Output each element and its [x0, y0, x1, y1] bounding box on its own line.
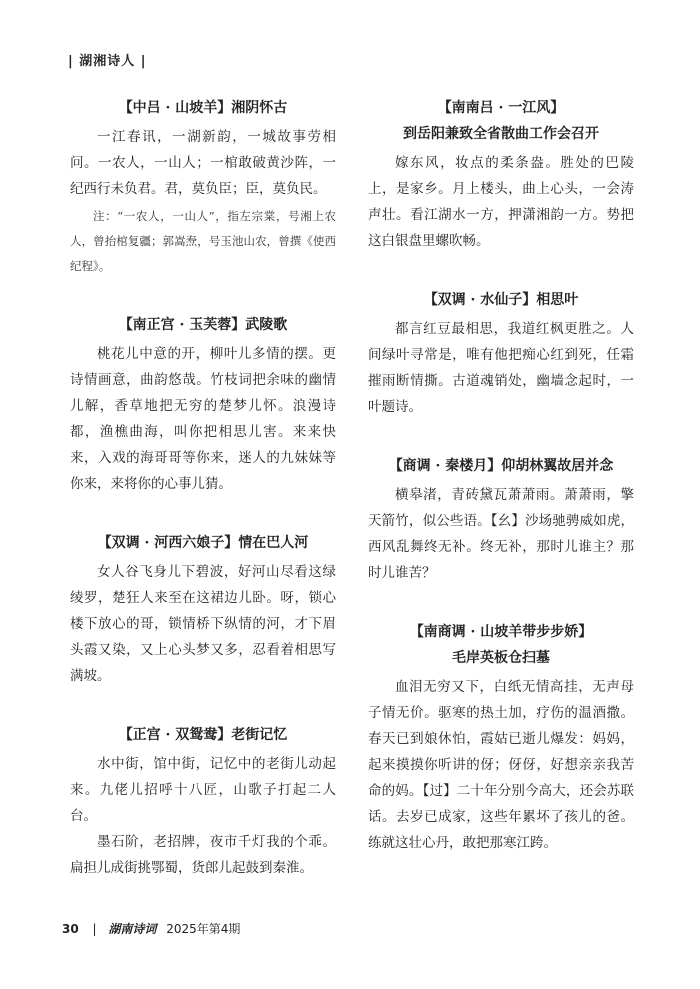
- poem-block: [70, 533, 336, 689]
- section-header: | 湖湘诗人 |: [68, 54, 147, 69]
- poem-block: [70, 315, 336, 497]
- poem-note: 注：“一农人，一山人”，指左宗棠，号湘上农人，曾抬棺复疆；郭嵩焘，号玉池山农，曾撰《使西纪程》。: [70, 209, 336, 273]
- poem-title: 【双调 · 河西六娘子】情在巴人河: [97, 535, 309, 551]
- poem-title: 【中吕 · 山坡羊】湘阴怀古: [118, 100, 288, 116]
- poem-body: 一江春讯，一湖新韵，一城故事劳相问。一农人，一山人；一棺敢破黄沙阵，一纪西行未负君。君，莫负臣；臣，莫负民。: [70, 129, 336, 197]
- poem-title: 【双调 · 水仙子】相思叶: [423, 292, 579, 308]
- poem-subtitle: 到岳阳兼致全省散曲工作会召开: [403, 126, 599, 142]
- poem-title: 【南南吕 · 一江风】: [437, 100, 565, 116]
- poem-body: 水中街，馆中街，记忆中的老街儿动起来。九佬儿招呼十八匠，山歌子打起二人台。: [70, 756, 336, 824]
- poem-title: 【南正宫 · 玉芙蓉】武陵歌: [118, 317, 288, 333]
- poem-body: 女人谷飞身儿下碧波，好河山尽看这绿绫罗，楚狂人来至在这裙边儿卧。呀，锁心楼下放心的哥，锁情桥下纵情的河，才下眉头霞又染，又上心头梦又多，忍看着相思写满坡。: [70, 564, 336, 684]
- poem-block: [70, 98, 336, 279]
- poem-block: [368, 456, 634, 586]
- issue-label: 2025年第4期: [166, 922, 241, 936]
- poem-block: [70, 725, 336, 881]
- poem-body: 横皋渚，青砖黛瓦萧萧雨。萧萧雨，擎天箭竹，似公些语。【幺】沙场驰骋威如虎，西风乱舞终无补。终无补，那时儿谁主？那时儿谁苦？: [368, 487, 634, 581]
- poem-title: 【正宫 · 双鸳鸯】老街记忆: [118, 727, 288, 743]
- poem-subtitle: 毛岸英板仓扫墓: [452, 650, 550, 666]
- footer-divider: |: [92, 922, 97, 936]
- poem-body: 桃花儿中意的开，柳叶儿多情的摆。更诗情画意，曲韵悠哉。竹枝词把余味的幽情儿解，香草地把无穷的楚梦儿怀。浪漫诗都，渔樵曲海，叫你把相思儿害。来来快来，入戏的海哥哥等你来，迷人的九妹妹等你来，来将你的心事儿猜。: [70, 346, 336, 492]
- poem-body: 墨石阶，老招牌，夜市千灯我的个乖。扁担儿成街挑鄂蜀，货郎儿起鼓到秦淮。: [70, 834, 336, 876]
- poem-body: 都言红豆最相思，我道红枫更胜之。人间绿叶寻常是，唯有他把痴心红到死，任霜摧雨断情撕。古道魂销处，幽墙念起时，一叶题诗。: [368, 321, 634, 415]
- poem-block: [368, 622, 634, 856]
- poem-body: 血泪无穷又下，白纸无情高挂，无声母子情无价。驱寒的热土加，疗伤的温酒撒。春天已到娘休怕，霞姑已逝儿爆发：妈妈，起来摸摸你听讲的伢；伢伢，好想亲亲我苦命的妈。【过】二十年分别今高大，还会苏联话。去岁已成家，这些年累坏了孩儿的爸。练就这壮心丹，敢把那寒江跨。: [368, 679, 634, 851]
- page-footer: [62, 920, 240, 937]
- poem-block: [368, 290, 634, 420]
- left-column: [70, 92, 336, 881]
- poem-block: [368, 98, 634, 254]
- right-column: [368, 92, 634, 856]
- poem-body: 嫁东风，妆点的柔条盎。胜处的巴陵上，是家乡。月上楼头，曲上心头，一会涛声壮。看江湖水一方，押潇湘韵一方。势把这白银盘里螺吹畅。: [368, 155, 634, 249]
- page-number: 30: [62, 922, 79, 936]
- magazine-name: 湖南诗词: [108, 922, 157, 936]
- poem-title: 【南商调 · 山坡羊带步步娇】: [409, 624, 593, 640]
- poem-title: 【商调 · 秦楼月】仰胡林翼故居并念: [388, 458, 614, 474]
